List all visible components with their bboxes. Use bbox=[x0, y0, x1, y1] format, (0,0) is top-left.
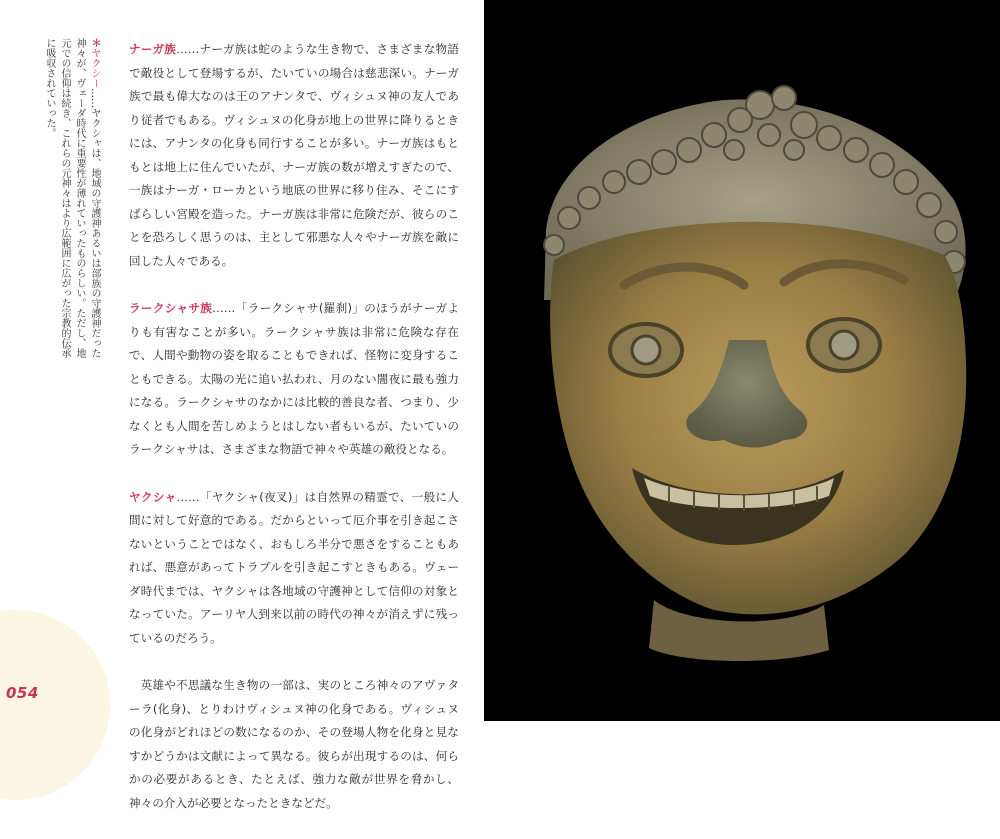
sidenote-marker: ＊ bbox=[89, 38, 100, 48]
paragraph-text: 英雄や不思議な生き物の一部は、実のところ神々のアヴァターラ(化身)、とりわけヴィシュヌ神の化身である。ヴィシュヌの化身がどれほどの数になるのか、その登場人物を化身と見なすかどうかは文献によって異なる。彼らが出現するのは、何らかの必要があるとき、たとえば、強力な敵が世界を脅かし、神々の介入が必要となったときなどだ。 bbox=[129, 678, 459, 810]
term-rakshasa: ラークシャサ族 bbox=[129, 301, 213, 315]
body-text bbox=[129, 38, 459, 839]
stone-head-photo bbox=[484, 0, 1000, 721]
term-yaksha: ヤクシャ bbox=[129, 489, 177, 504]
sidenote-text: ……ヤクシャは、地域の守護神あるいは部族の守護神だった神々が、ヴェーダ時代に重要性が薄れていったものらしい。ただし、地元での信仰は続き、これらの元神々はより広範囲に広がった宗教的伝承に吸収されていった。 bbox=[44, 38, 100, 358]
paragraph-rakshasa bbox=[129, 297, 459, 462]
sidenote-term: ヤクシー bbox=[89, 48, 100, 88]
paragraph-avatara bbox=[129, 674, 459, 815]
page-number: 054 bbox=[6, 684, 39, 702]
left-page bbox=[0, 0, 484, 810]
term-naga: ナーガ族 bbox=[129, 42, 177, 56]
photo-page bbox=[484, 0, 1000, 721]
corner-decoration bbox=[0, 610, 110, 800]
paragraph-naga bbox=[129, 38, 459, 273]
paragraph-text: ……ナーガ族は蛇のような生き物で、さまざまな物語で敵役として登場するが、たいていの場合は慈悲深い。ナーガ族で最も偉大なのは王のアナンタで、ヴィシュヌ神の友人であり従者でもある。ヴィシュヌの化身が地上の世界に降りるときには、アナンタの化身も同行することが多い。ナーガ族はもともとは地上に住んでいたが、ナーガ族の数が増えすぎたので、一族はナーガ・ローカという地底の世界に移り住み、そこにすばらしい宮殿を造った。ナーガ族は非常に危険だが、彼らのことを恐ろしく思うのは、主として邪悪な人々やナーガ族を敵に回した人々である。 bbox=[129, 42, 459, 268]
paragraph-yaksha bbox=[129, 486, 459, 651]
sidenote bbox=[12, 38, 102, 358]
paragraph-text: ……「ラークシャサ(羅刹)」のほうがナーガよりも有害なことが多い。ラークシャサ族は非常に危険な存在で、人間や動物の姿を取ることもできれば、怪物に変身することもできる。太陽の光に追い払われ、月のない闇夜に最も強力になる。ラークシャサのなかには比較的善良な者、つまり、少なくとも人間を苦しめようとはしない者もいるが、たいていのラークシャサは、さまざまな物語で神々や英雄の敵役となる。 bbox=[129, 301, 459, 456]
paragraph-text: ……「ヤクシャ(夜叉)」は自然界の精霊で、一般に人間に対して好意的である。だからといって厄介事を引き起こさないということではなく、おもしろ半分で悪さをすることもあれば、悪意があってトラブルを引き起こすときもある。ヴェーダ時代までは、ヤクシャは各地域の守護神として信仰の対象となっていた。アーリヤ人到来以前の時代の神々が消えずに残っているのだろう。 bbox=[129, 489, 459, 645]
